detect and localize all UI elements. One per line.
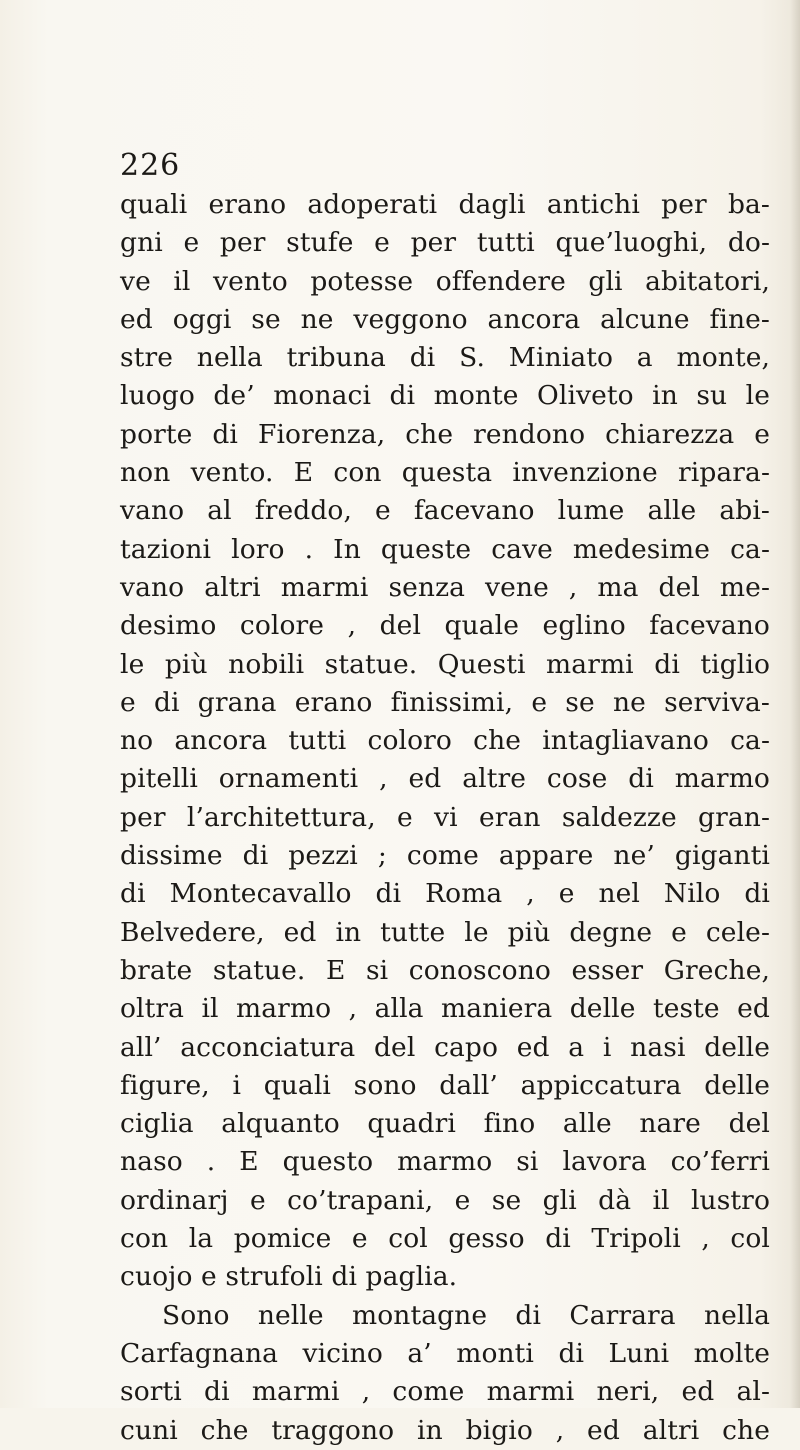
- text-line: per l’architettura, e vi eran saldezze gran-: [120, 801, 770, 833]
- text-line: di Montecavallo di Roma , e nel Nilo di: [120, 878, 770, 910]
- text-line: all’ acconciatura del capo ed a i nasi delle: [120, 1031, 770, 1063]
- text-line: Carfagnana vicino a’ monti di Luni molte: [120, 1337, 770, 1369]
- text-line: Belvedere, ed in tutte le più degne e cele-: [120, 916, 770, 948]
- text-line: brate statue. E si conoscono esser Greche,: [120, 954, 770, 986]
- text-line: ciglia alquanto quadri fino alle nare del: [120, 1108, 770, 1140]
- text-line: luogo de’ monaci di monte Oliveto in su le: [120, 380, 770, 412]
- text-line: ed oggi se ne veggono ancora alcune fine-: [120, 303, 770, 335]
- text-line: gni e per stufe e per tutti que’luoghi, do-: [120, 227, 770, 259]
- text-line: le più nobili statue. Questi marmi di tiglio: [120, 648, 770, 680]
- body-text: [120, 186, 770, 1450]
- text-line: porte di Fiorenza, che rendono chiarezza e: [120, 418, 770, 450]
- text-line: quali erano adoperati dagli antichi per ba-: [120, 189, 770, 220]
- text-line: no ancora tutti coloro che intagliavano ca-: [120, 725, 770, 757]
- text-line: vano altri marmi senza vene , ma del me-: [120, 571, 770, 603]
- page-number: 226: [120, 148, 181, 183]
- text-line: naso . E questo marmo si lavora co’ferri: [120, 1146, 770, 1178]
- text-line: pitelli ornamenti , ed altre cose di marmo: [120, 763, 770, 795]
- text-line: ordinarj e co’trapani, e se gli dà il lustro: [120, 1184, 770, 1216]
- text-line: dissime di pezzi ; come appare ne’ giganti: [120, 840, 770, 872]
- text-line: sorti di marmi , come marmi neri, ed al-: [120, 1376, 770, 1408]
- text-line: non vento. E con questa invenzione ripara-: [120, 457, 770, 489]
- text-line: con la pomice e col gesso di Tripoli , col: [120, 1223, 770, 1255]
- text-line: stre nella tribuna di S. Miniato a monte,: [120, 342, 770, 374]
- text-line: desimo colore , del quale eglino facevano: [120, 610, 770, 642]
- text-line: cuni che traggono in bigio , ed altri che: [120, 1414, 770, 1446]
- text-line: Sono nelle montagne di Carrara nella: [162, 1299, 770, 1331]
- text-line: tazioni loro . In queste cave medesime ca-: [120, 533, 770, 565]
- text-line: ve il vento potesse offendere gli abitatori,: [120, 265, 770, 297]
- text-line: cuojo e strufoli di paglia.: [120, 1261, 458, 1293]
- page-edge-shadow: [790, 0, 800, 1408]
- text-line: figure, i quali sono dall’ appiccatura delle: [120, 1069, 770, 1101]
- text-line: e di grana erano finissimi, e se ne serviva-: [120, 686, 770, 718]
- text-line: oltra il marmo , alla maniera delle teste ed: [120, 993, 770, 1025]
- text-line: vano al freddo, e facevano lume alle abi-: [120, 495, 770, 527]
